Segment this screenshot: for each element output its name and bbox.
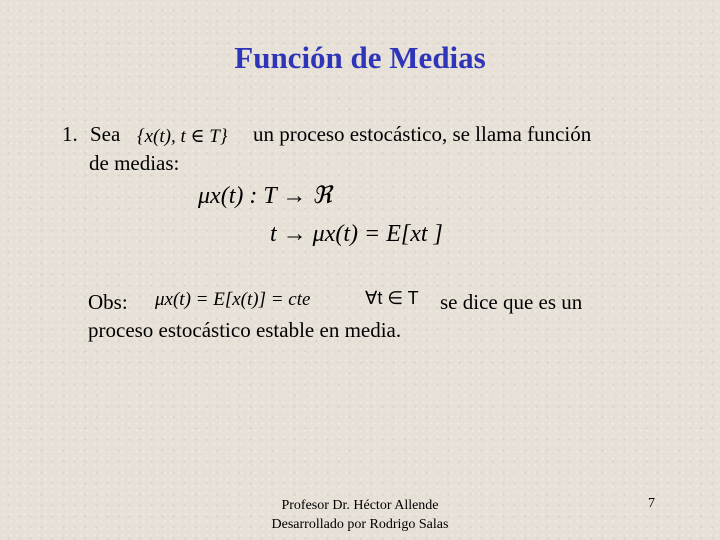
obs-rest-text: se dice que es un [440,290,583,314]
mean-function-assign-formula: t → μx(t) = E[xt ] [270,221,443,247]
slide-title: Función de Medias [234,40,486,75]
process-set-formula: {x(t), t ∈ T} [137,126,228,147]
footer [220,496,500,534]
item-lead-text: Sea [90,122,121,146]
obs-quantifier: ∀t ∈ T [365,288,419,308]
footer-developer: Desarrollado por Rodrigo Salas [271,517,449,532]
obs-label: Obs: [88,290,128,314]
obs-second-line: proceso estocástico estable en media. [88,318,402,342]
item-number: 1. [62,122,78,146]
item-rest-text: un proceso estocástico, se llama función [253,122,592,146]
page-number: 7 [648,496,655,511]
item-second-line: de medias: [89,151,180,175]
mean-function-map-formula: μx(t) : T → ℜ [198,183,332,209]
footer-author: Profesor Dr. Héctor Allende [281,498,439,513]
obs-formula: μx(t) = E[x(t)] = cte [155,289,311,310]
